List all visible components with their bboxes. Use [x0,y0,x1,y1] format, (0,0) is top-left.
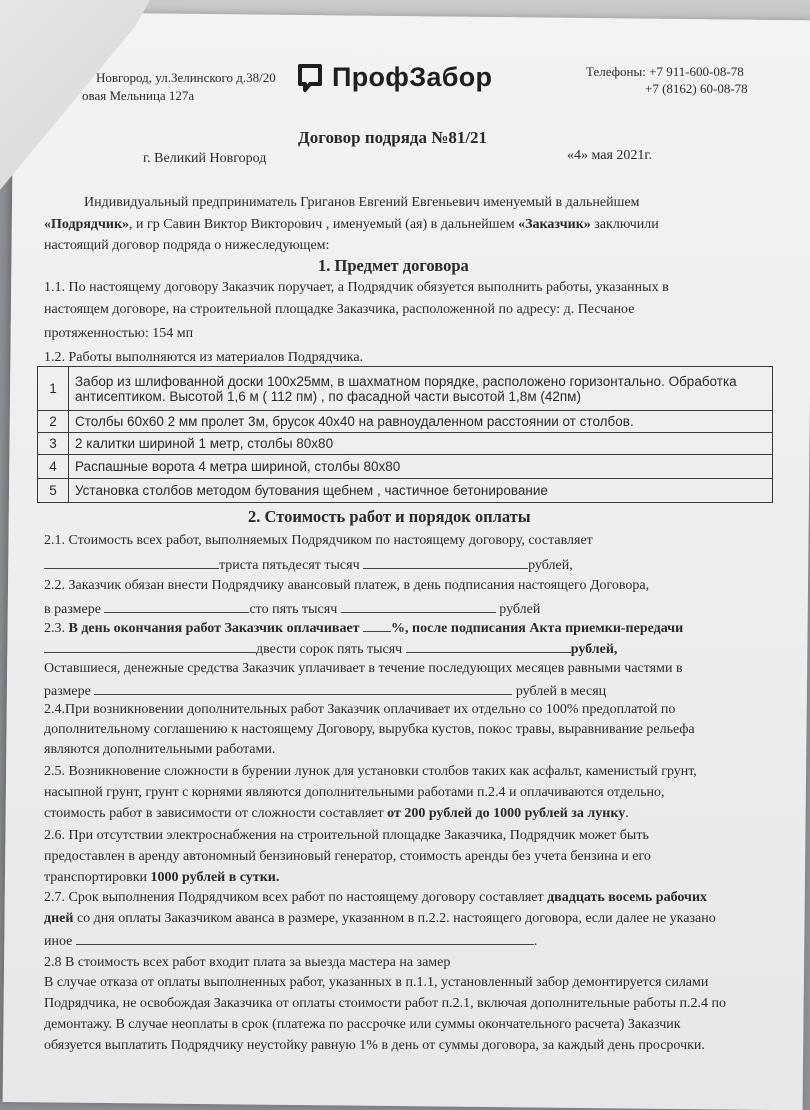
row-number: 1 [38,367,69,411]
clause-2-6-line1: 2.6. При отсутствии электроснабжения на строительной площадке Заказчика, Подрядчик может быть [44,828,649,843]
clause-2-2-line1: 2.2. Заказчик обязан внести Подрядчику авансовый платеж, в день подписания настоящего Договора, [44,578,650,593]
generator-price: 1000 рублей в сутки. [150,870,280,885]
logo-text: ПрофЗабор [332,62,493,92]
row-text: 2 калитки шириной 1 метр, столбы 80х80 [69,433,773,455]
blank-line [406,640,571,653]
contract-city: г. Великий Новгород [143,151,267,166]
section1-heading: 1. Предмет договора [318,256,469,275]
clause-1-1-line1: 1.1. По настоящему договору Заказчик поручает, а Подрядчик обязуется выполнить работы, указанных в [44,280,669,295]
blank-line [341,600,496,613]
preamble-line2-mid: , и гр Савин Виктор Викторович , именуемый (ая) в дальнейшем [129,217,519,232]
clause-2-7-text2: со дня оплаты Заказчиком аванса в размере, указанном в п.2.2. настоящего договора, если далее не указано [73,911,716,926]
clause-2-4-line1: 2.4.При возникновении дополнительных работ Заказчик оплачивает их отдельно со 100% предоплатой по [44,702,676,717]
table-row [38,433,773,455]
row-number: 5 [38,479,69,503]
section2-heading: 2. Стоимость работ и порядок оплаты [248,507,531,526]
company-address-line2: овая Мельница 127а [82,88,195,103]
advance-amount: сто пять тысяч [249,602,338,617]
contractor-label: «Подрядчик» [44,217,130,232]
blank-line [76,932,534,945]
clause-2-1-amount-line [44,556,573,574]
customer-label: «Заказчик» [518,217,591,232]
clause-2-5-line2: насыпной грунт, грунт с корнями являются дополнительными работами п.2.4 и оплачиваются отдельно, [44,785,665,800]
row-number: 3 [38,433,69,455]
clause-2-8-line3: Подрядчика, не освобождая Заказчика от оплаты стоимости работ п.2.1, включая дополнительные работы п.2.4 по [44,996,726,1011]
clause-2-7-line3: иное . [44,934,538,949]
row-text: Забор из шлифованной доски 100х25мм, в шахматном порядке, расположено горизонтально. Обработка антисептиком. Высотой 1,6 м ( 112 пм) , по фасадной части высотой 1,8м (42пм) [69,367,773,411]
clause-2-3-line1 [44,619,683,637]
advance-prefix: в размере [44,602,101,617]
clause-2-8-line5: обязуется выплатить Подрядчику неустойку равную 1% в день от суммы договора, за каждый день просрочки. [44,1038,705,1053]
clause-2-3-number: 2.3. [44,621,69,636]
final-amount-unit: рублей, [570,642,618,657]
row-text: Установка столбов методом бутования щебнем , частичное бетонирование [69,479,773,503]
installment-unit: рублей в месяц [515,684,607,699]
clause-2-7-text: 2.7. Срок выполнения Подрядчиком всех работ по настоящему договору составляет [44,890,548,905]
clause-2-5-line3: стоимость работ в зависимости от сложности составляет от 200 рублей до 1000 рублей за лунку. [44,806,629,821]
clause-1-2: 1.2. Работы выполняются из материалов Подрядчика. [44,350,364,365]
clause-2-3-bold2: %, после подписания Акта приемки-передачи [391,621,684,636]
work-duration: двадцать восемь рабочих [547,890,708,905]
clause-2-8-line2: В случае отказа от оплаты выполненных работ, указанных в п.1.1, установленный забор демонтируется силами [44,975,709,990]
clause-2-2-amount-line [44,600,540,618]
preamble-line1: Индивидуальный предприниматель Григанов Евгений Евгеньевич именуемый в дальнейшем [84,195,640,210]
row-number: 2 [38,411,69,433]
clause-2-5-line1: 2.5. Возникновение сложности в бурении лунок для установки столбов таких как асфальт, каменистый грунт, [44,764,697,779]
preamble-line2-end: заключили [590,217,659,232]
clause-2-7-line1 [44,890,707,906]
clause-2-8-line4: демонтажу. В случае неоплаты в срок (платежа по рассрочке или суммы окончательного расчета) Заказчик [44,1017,681,1032]
clause-2-4-line3: являются дополнительными работами. [44,742,276,757]
clause-1-1-line2: настоящем договоре, на строительной площадке Заказчика, расположенной по адресу: д. Песчаное [44,302,635,317]
work-duration-days: дней [44,911,74,926]
row-text: Распашные ворота 4 метра шириной, столбы 80х80 [69,455,773,479]
clause-2-6-line3 [44,870,279,886]
works-table [37,366,773,503]
clause-2-1-line1: 2.1. Стоимость всех работ, выполняемых Подрядчиком по настоящему договору, составляет [44,533,593,548]
clause-2-6-text: транспортировки [44,870,151,885]
clause-1-1-line3: протяженностью: 154 мп [44,326,194,341]
blank-line [44,556,219,569]
clause-2-3-amount-line [44,640,617,658]
row-text: Столбы 60х60 2 мм пролет 3м, брусок 40х40 на равноудаленном расстоянии от столбов. [69,411,773,433]
preamble-line3: настоящий договор подряда о нижеследующем: [44,238,330,253]
total-amount-unit: рублей, [528,558,573,573]
clause-2-5-text: стоимость работ в зависимости от сложности составляет [44,806,388,821]
clause-2-6-line2: предоставлен в аренду автономный бензиновый генератор, стоимость аренды без учета бензина и его [44,849,651,864]
table-row [38,479,773,503]
advance-unit: рублей [499,602,541,617]
clause-2-7-line2 [44,911,716,927]
company-address-line1: Новгород, ул.Зелинского д.38/20 [96,70,276,85]
phone-line1: Телефоны: +7 911-600-08-78 [586,64,744,79]
contract-date: «4» мая 2021г. [567,148,653,163]
installment-line2 [44,682,606,700]
table-row [38,367,773,411]
blank-line [363,556,528,569]
row-number: 4 [38,455,69,479]
phone-line2: +7 (8162) 60-08-78 [645,81,748,96]
clause-2-8-line1: 2.8 В стоимость всех работ входит плата за выезда мастера на замер [44,955,451,970]
preamble-line2 [44,217,659,233]
installment-prefix: размере [44,684,91,699]
blank-line [44,640,256,653]
clause-2-3-bold1: В день окончания работ Заказчик оплачивает [68,621,360,636]
clause-2-7-other: иное [44,934,73,949]
logo-mark-icon [296,63,324,93]
company-logo [296,62,492,93]
final-amount: двести сорок пять тысяч [256,642,403,657]
table-row [38,411,773,433]
clause-2-4-line2: дополнительному соглашению к настоящему Договору, вырубка кустов, покос травы, выравнивание рельефа [44,722,695,737]
hole-price: от 200 рублей до 1000 рублей за лунку [387,806,626,821]
blank-line [104,600,249,613]
blank-line [94,682,512,695]
table-row [38,455,773,479]
installment-line1: Оставшиеся, денежные средства Заказчик уплачивает в течение последующих месяцев равными частями в [44,661,683,676]
contract-title: Договор подряда №81/21 [298,128,488,147]
total-amount: триста пятьдесят тысяч [219,558,360,573]
blank-line [363,619,391,632]
